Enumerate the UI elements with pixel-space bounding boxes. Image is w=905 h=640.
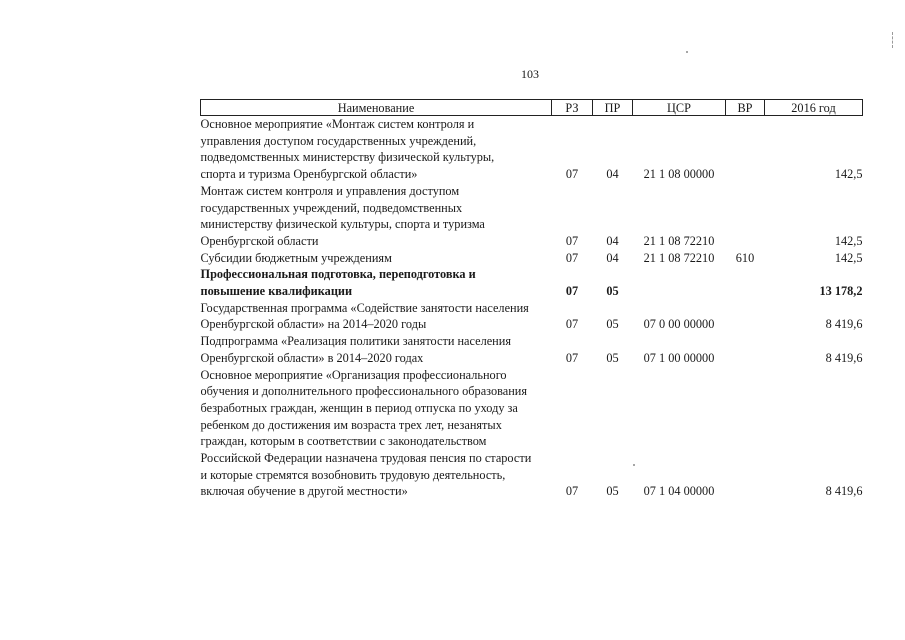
row-name-line: Российской Федерации назначена трудовая пенсия по старости bbox=[200, 451, 532, 466]
row-name bbox=[201, 333, 552, 366]
table-row bbox=[201, 183, 863, 250]
scan-edge-mark bbox=[892, 32, 894, 48]
row-rz: 07 bbox=[565, 484, 579, 499]
table-row bbox=[201, 266, 863, 299]
row-pr: 04 bbox=[606, 250, 619, 265]
row-name-line: обучения и дополнительного профессионального образования bbox=[200, 384, 528, 399]
row-name-line: Основное мероприятие «Монтаж систем контроля и bbox=[200, 117, 475, 131]
row-rz: 07 bbox=[565, 317, 579, 332]
row-name-line: ребенком до достижения им возраста трех лет, незанятых bbox=[200, 417, 502, 432]
scan-speck bbox=[686, 51, 688, 53]
row-name-line: Оренбургской области» в 2014–2020 годах bbox=[200, 350, 424, 365]
row-rz: 07 bbox=[565, 250, 579, 265]
row-name-line: государственных учреждений, подведомственных bbox=[200, 200, 463, 215]
table-body bbox=[201, 116, 863, 501]
row-amount: 142,5 bbox=[834, 250, 863, 265]
page-number: 103 bbox=[521, 67, 539, 81]
row-vr bbox=[726, 183, 765, 250]
row-name-line: управления доступом государственных учреждений, bbox=[200, 133, 477, 148]
row-pr: 04 bbox=[606, 167, 619, 182]
row-csr: 07 1 04 00000 bbox=[643, 484, 715, 499]
row-vr bbox=[726, 116, 765, 183]
header-name: Наименование bbox=[201, 100, 552, 116]
row-name-line: граждан, которым в соответствии с законодательством bbox=[200, 434, 487, 449]
row-csr: 21 1 08 00000 bbox=[643, 167, 715, 182]
table-row bbox=[201, 250, 863, 267]
table-row bbox=[201, 367, 863, 501]
row-pr: 04 bbox=[606, 233, 619, 248]
row-name bbox=[201, 300, 552, 333]
row-name-line: подведомственных министерству физической культуры, bbox=[200, 150, 495, 165]
row-name bbox=[201, 183, 552, 250]
row-name-line: спорта и туризма Оренбургской области» bbox=[200, 167, 418, 182]
row-amount: 8 419,6 bbox=[825, 350, 863, 365]
row-name-line: Подпрограмма «Реализация политики занятости населения bbox=[200, 334, 511, 349]
row-csr: 07 0 00 00000 bbox=[643, 317, 715, 332]
row-name-line: Оренбургской области» на 2014–2020 годы bbox=[200, 317, 427, 332]
row-name-line: Оренбургской области bbox=[200, 233, 319, 248]
row-pr: 05 bbox=[606, 484, 619, 499]
row-name bbox=[201, 250, 552, 267]
table-row bbox=[201, 116, 863, 183]
table-row bbox=[201, 333, 863, 366]
row-name-line: Профессиональная подготовка, переподготовка и bbox=[200, 267, 476, 282]
row-amount: 13 178,2 bbox=[819, 284, 863, 299]
header-csr: ЦСР bbox=[633, 100, 726, 116]
row-rz: 07 bbox=[565, 284, 579, 299]
row-rz: 07 bbox=[565, 167, 579, 182]
row-amount: 8 419,6 bbox=[825, 484, 863, 499]
table-row bbox=[201, 300, 863, 333]
row-amount: 142,5 bbox=[834, 167, 863, 182]
row-csr: 21 1 08 72210 bbox=[643, 233, 715, 248]
header-vr: ВР bbox=[726, 100, 765, 116]
row-vr bbox=[726, 367, 765, 501]
row-pr: 05 bbox=[606, 284, 619, 299]
row-vr bbox=[726, 333, 765, 366]
row-name bbox=[201, 367, 552, 501]
row-name bbox=[201, 116, 552, 183]
header-pr: ПР bbox=[593, 100, 633, 116]
row-rz: 07 bbox=[565, 350, 579, 365]
row-amount: 142,5 bbox=[834, 233, 863, 248]
row-csr: 07 1 00 00000 bbox=[643, 350, 715, 365]
table-header-row bbox=[201, 100, 863, 116]
row-name-line: повышение квалификации bbox=[200, 284, 353, 299]
header-rz: РЗ bbox=[552, 100, 593, 116]
row-vr: 610 bbox=[735, 250, 755, 265]
budget-table bbox=[200, 99, 863, 500]
row-name bbox=[201, 266, 552, 299]
row-name-line: безработных граждан, женщин в период отпуска по уходу за bbox=[200, 400, 518, 415]
row-name-line: Монтаж систем контроля и управления доступом bbox=[200, 183, 460, 198]
row-csr bbox=[633, 266, 726, 299]
row-name-line: министерству физической культуры, спорта и туризма bbox=[200, 217, 485, 232]
row-name-line: Субсидии бюджетным учреждениям bbox=[200, 250, 392, 265]
row-name-line: включая обучение в другой местности» bbox=[200, 484, 408, 499]
header-year: 2016 год bbox=[765, 100, 863, 116]
row-amount: 8 419,6 bbox=[825, 317, 863, 332]
row-name-line: Основное мероприятие «Организация профессионального bbox=[200, 367, 507, 382]
row-name-line: Государственная программа «Содействие занятости населения bbox=[200, 300, 529, 315]
row-pr: 05 bbox=[606, 317, 619, 332]
row-csr: 21 1 08 72210 bbox=[643, 250, 715, 265]
row-rz: 07 bbox=[565, 233, 579, 248]
row-vr bbox=[726, 300, 765, 333]
row-name-line: и которые стремятся возобновить трудовую деятельность, bbox=[200, 467, 506, 482]
row-vr bbox=[726, 266, 765, 299]
row-pr: 05 bbox=[606, 350, 619, 365]
